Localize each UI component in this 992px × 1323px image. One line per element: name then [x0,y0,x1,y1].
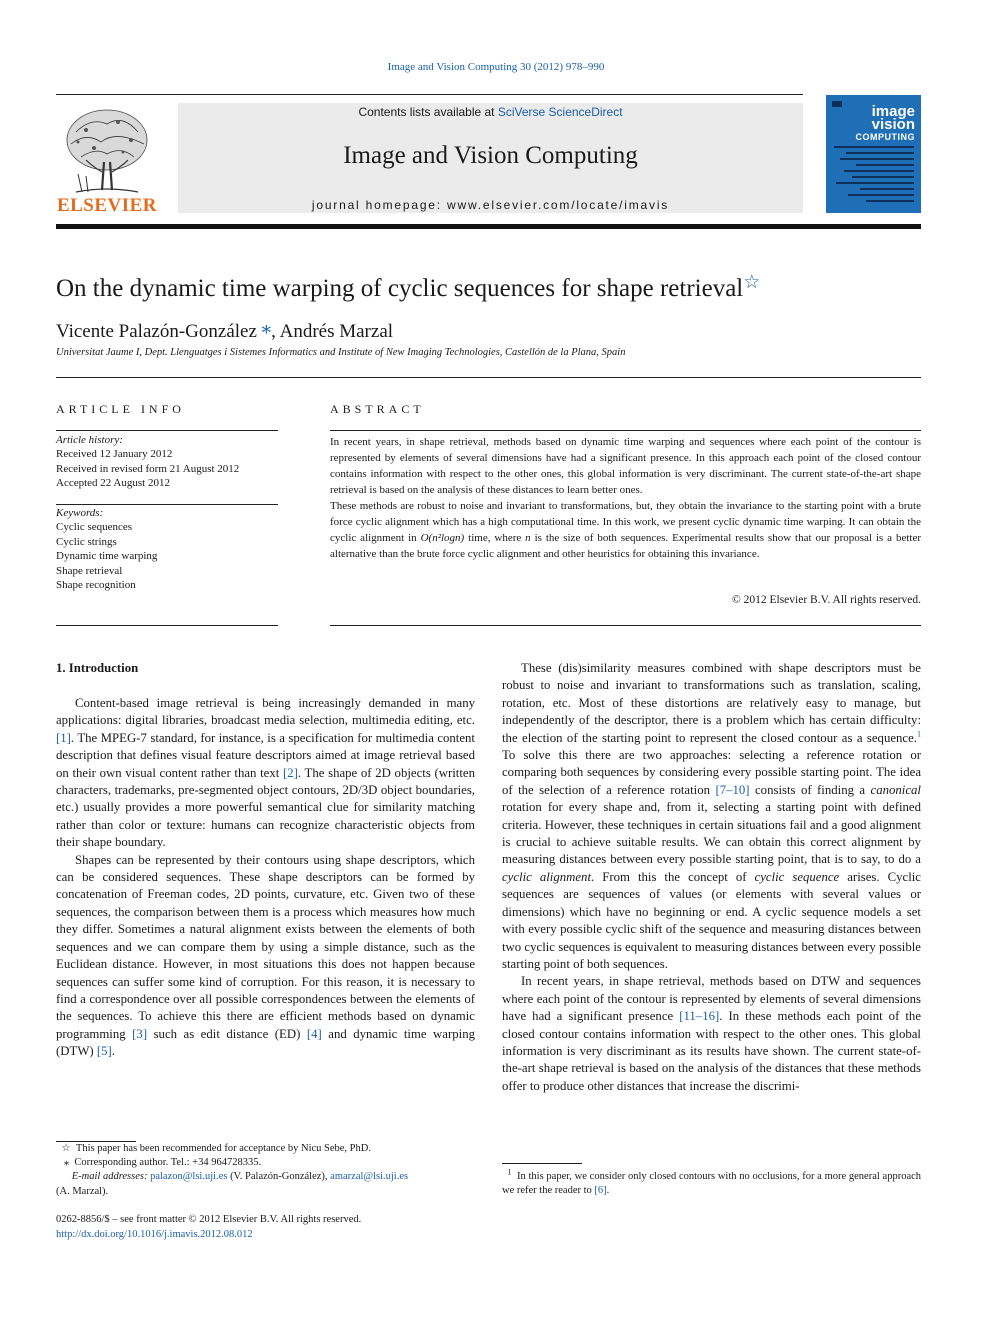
cover-title [856,105,916,144]
paper-title-text: On the dynamic time warping of cyclic sequences for shape retrieval [56,275,744,302]
complexity-formula: O(n²logn) [420,532,465,544]
abstract-body [330,434,921,562]
citation-link[interactable]: [6] [594,1185,607,1197]
history-revised: Received in revised form 21 August 2012 [56,462,240,475]
text: . The MPEG-7 standard, for instance, is a specification for multimedia content description that defines visual feature descriptors aimed at image retrieval based on their own visual content rather than text [56,730,475,780]
sciencedirect-link[interactable]: SciVerse ScienceDirect [497,105,623,119]
journal-citation[interactable]: Image and Vision Computing 30 (2012) 978–990 [387,61,605,73]
affiliation: Universitat Jaume I, Dept. Llenguatges i Sistemes Informatics and Institute of New Imaging Technologies, Castellón de la Plana, Spain [56,347,626,358]
abstract-rule [330,625,921,626]
doi-link[interactable]: http://dx.doi.org/10.1016/j.imavis.2012.08.012 [56,1228,253,1240]
email-link[interactable]: amarzal@lsi.uji.es [330,1171,409,1183]
footnote-1 [502,1167,922,1198]
corresponding-author-asterisk-icon[interactable] [257,317,271,338]
footnote-text: . [606,1185,610,1197]
front-matter-line: 0262-8856/$ – see front matter © 2012 Elsevier B.V. All rights reserved. [56,1214,362,1225]
citation-link[interactable]: [11–16] [679,1009,720,1024]
masthead-rule [56,94,803,95]
abstract-p2-a: These methods are robust to noise and invariant to transformations, but, they obtain the invariance to the starting point with a brute force cyclic alignment which has a high computational time. In this work, we present cyclic dynamic time warping. It can obtain the cyclic alignment in [330,500,921,544]
text: These (dis)similarity measures combined with shape descriptors must be robust to noise and invariant to transformations such as translation, scaling, rotation, etc. Most of these distortions are relatively easy to manage, but independently of the descriptor, there is a problem which has certain difficulty: the election of the starting point to represent the closed contour as a sequence. [502,661,921,745]
footnote-number: 1 [507,1167,512,1177]
elsevier-wordmark: ELSEVIER [56,195,158,216]
history-accepted: Accepted 22 August 2012 [56,477,170,490]
keyword: Dynamic time warping [56,550,158,563]
footnote-corresponding [56,1156,476,1170]
author-separator: , [271,321,280,342]
text: . In these methods each point of the closed contour contains information with respect to the other ones. This global information is very discriminant as its results have shown. The current state-of-the-art shape retrieval is based on the analysis of the distances that these methods offer to produce other distances that increase the discrimi- [502,1009,921,1093]
corresponding-mark[interactable]: ⁎ [261,317,272,338]
email-label: E-mail addresses: [71,1171,148,1183]
cover-title-line3: COMPUTING [855,132,915,142]
footnote-text: In this paper, we consider only closed contours with no occlusions, for a more general approach we refer the reader to [502,1171,922,1197]
keyword: Cyclic sequences [56,521,133,534]
history-received: Received 12 January 2012 [56,448,173,461]
body-paragraph [502,660,921,973]
text: consists of finding a [749,782,871,797]
footnote-email-name: (A. Marzal). [56,1185,109,1197]
article-history [56,433,239,491]
keyword: Shape recognition [56,579,136,592]
abstract-rule [330,430,921,431]
citation-link[interactable]: [7–10] [715,782,750,797]
cover-title-line1: image [871,103,915,120]
journal-name: Image and Vision Computing [343,142,638,169]
title-footnote-star-icon[interactable]: ☆ [743,272,761,293]
text: Content-based image retrieval is being increasingly demanded in many applications: digital libraries, broadcast media selection, multimedia editing, etc. [56,696,475,728]
keyword: Shape retrieval [56,564,123,577]
emphasis: canonical [870,782,921,797]
article-info-heading: ARTICLE INFO [56,402,185,416]
text: . [111,1044,115,1059]
author-1: Vicente Palazón-González [56,321,257,342]
footnotes-left [56,1142,476,1199]
variable-n: n [525,532,531,544]
text: To solve this there are two approaches: selecting a reference rotation or comparing both sequences by considering every possible starting point. The idea of the selection of a reference rotation [502,748,921,797]
citation-link[interactable]: [4] [306,1026,322,1041]
emphasis: cyclic alignment [502,869,592,884]
citation-link[interactable]: [1] [56,730,71,745]
citation-link[interactable]: [3] [132,1026,148,1041]
keyword: Cyclic strings [56,535,117,548]
text: arises. Cyclic sequences are sequences of values (or elements with several values or dimensions) which have no beginning or end. A cyclic sequence models a set with every possible cyclic shift of the sequence and measuring distances between two cyclic sequences is equivalent to measuring distances between every possible starting point of both sequences. [502,869,921,971]
body-paragraph [56,852,475,1061]
author-list [56,316,393,343]
text: Shapes can be represented by their contours using shape descriptors, which can be considered sequences. These shape descriptors can be formed by concatenation of Freeman codes, 2D points, curvature, etc. Given two of these sequences, the comparison between them is a process which measures how much they differ. Sometimes a natural alignment exists between the elements of both sequences and we can compare them by using a simple distance, such as the Euclidean distance. However, in most situations this does not happen because sequences can suffer some kind of corruption. For this reason, it is necessary to find a correspondence over all possible correspondences between the elements of the sequences. To achieve this there are efficient methods based on dynamic programming [56,852,475,1041]
copyright-notice: © 2012 Elsevier B.V. All rights reserved. [732,594,921,606]
article-info-rule [56,504,278,505]
front-matter [56,1213,361,1242]
keywords-label: Keywords: [56,507,104,519]
body-column-left [56,695,475,1061]
abstract-p2-c: is the size of both sequences. Experimental results show that our proposal is a better alternative than the brute force cyclic alignment and other heuristics for obtaining this invariance. [330,532,921,560]
text: In recent years, in shape retrieval, methods based on DTW and sequences where each point of the contour is represented by elements of several dimensions have had a significant presence [502,974,921,1024]
body-column-right [502,660,921,1095]
footnote-asterisk-icon: ⁎ [63,1157,70,1169]
author-2: Andrés Marzal [279,321,394,342]
masthead-thick-rule [56,224,921,229]
email-link[interactable]: palazon@lsi.uji.es [150,1171,228,1183]
text: . The shape of 2D objects (written characters, trademarks, pre-segmented object contours, 2D/3D object boundaries, etc.) usually provides a more powerful semantical clue for similarity matching rather than color or texture: humans can recognize characteristic objects from their shape boundary. [56,765,475,850]
contents-prefix: Contents lists available at [358,105,498,119]
text: . From this the concept of [591,869,755,884]
section-heading-introduction: 1. Introduction [56,661,139,675]
footnote-emails [56,1170,476,1184]
text: such as edit distance (ED) [147,1026,307,1041]
footnote-star-icon: ☆ [61,1143,71,1154]
article-info-rule [56,430,278,431]
abstract-paragraph-1: In recent years, in shape retrieval, methods based on dynamic time warping and sequences where each point of the contour is represented by elements of several dimensions have had a significant presence. In this approach each point of the closed contour contains information with respect to the other ones, this global information is very discriminant. The current state-of-the-art shape retrieval is based on the analysis of these distances to learn better ones. [330,436,921,496]
journal-cover-image [826,95,921,213]
citation-link[interactable]: [2] [282,765,298,780]
abstract-paragraph-2 [330,498,921,562]
abstract-heading: ABSTRACT [330,402,425,416]
citation-link[interactable]: [5] [96,1044,112,1059]
emphasis: cyclic sequence [754,869,840,884]
contents-line [178,105,803,119]
paper-title [56,271,760,303]
footnote-rule [502,1163,582,1164]
footnote-text: Corresponding author. Tel.: +34 964728335. [74,1157,262,1169]
body-paragraph [56,695,475,852]
journal-homepage[interactable]: journal homepage: www.elsevier.com/locate/imavis [311,198,670,212]
article-info-rule [56,625,278,626]
footnote-text: This paper has been recommended for acceptance by Nicu Sebe, PhD. [75,1143,371,1154]
body-paragraph [502,973,921,1095]
abstract-p2-b: time, where [464,532,526,544]
history-label: Article history: [56,434,123,446]
affiliation-rule [56,377,921,378]
footnote-link[interactable]: 1 [917,729,921,739]
text: rotation for every shape and, from it, selecting a starting point with defined criteria. However, these techniques in certain situations fail and a good alignment is crucial to achieve suitable results. We can obtain this correct alignment by measuring distances between every possible starting point, that is to say, to do a [502,800,921,867]
footnote-star [56,1142,476,1156]
text: and dynamic time warping (DTW) [56,1026,475,1059]
keywords [56,506,157,592]
footnote-text: (V. Palazón-González), [227,1171,331,1183]
cover-title-line2: vision [871,116,915,133]
